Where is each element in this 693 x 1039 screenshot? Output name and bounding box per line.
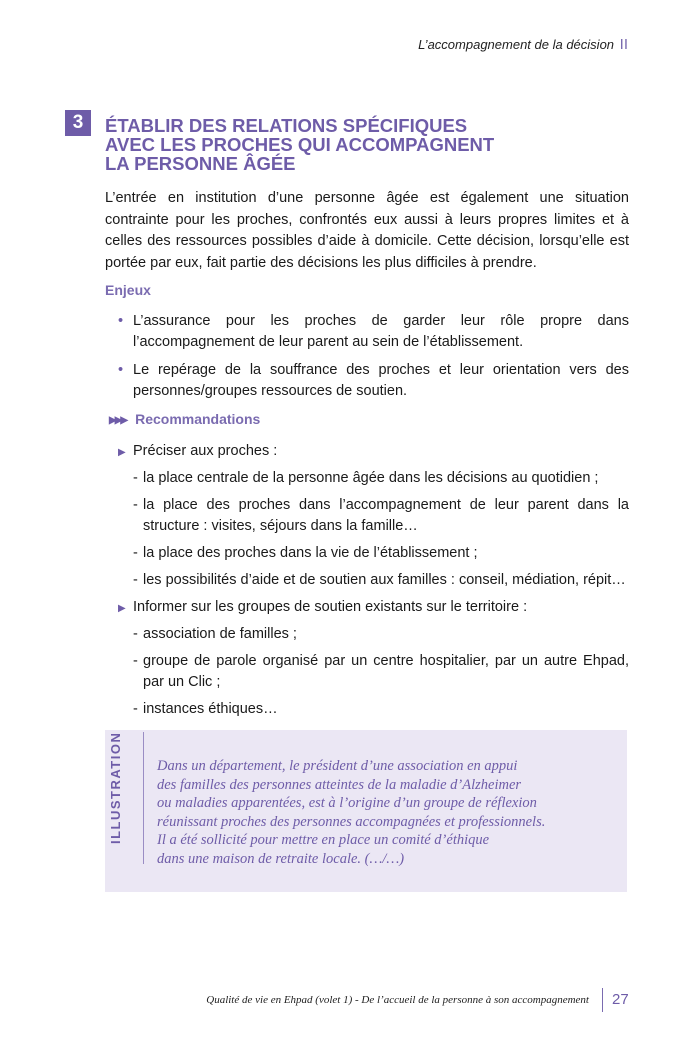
illustration-divider xyxy=(143,732,144,864)
running-header xyxy=(418,36,628,53)
list-item-text: Le repérage de la souffrance des proches et leur orientation vers des personnes/groupes ressources de soutien. xyxy=(133,362,629,399)
dash-marker: - xyxy=(133,653,138,669)
list-item-label: Informer sur les groupes de soutien existants sur le territoire : xyxy=(133,599,528,615)
illustration-line: dans une maison de retraite locale. (…/…) xyxy=(157,850,405,867)
sub-list-item xyxy=(133,624,629,645)
bullet-icon: • xyxy=(118,313,124,329)
triangle-right-icon: ▶ xyxy=(118,603,126,614)
recommandations-heading xyxy=(109,411,260,427)
footer-divider xyxy=(602,988,603,1012)
list-item xyxy=(118,597,629,720)
bullet-icon: • xyxy=(118,362,124,378)
enjeux-heading: Enjeux xyxy=(105,282,151,298)
sub-list-item-text: groupe de parole organisé par un centre hospitalier, par un autre Ehpad, par un Clic ; xyxy=(143,653,629,690)
list-item xyxy=(118,441,629,591)
illustration-line: des familles des personnes atteintes de la maladie d’Alzheimer xyxy=(157,776,522,793)
sub-list-item xyxy=(133,543,629,564)
sub-list-item-text: la place des proches dans l’accompagnement de leur parent dans la structure : visites, séjours dans la famille… xyxy=(143,497,629,534)
section-title xyxy=(105,116,625,173)
illustration-label: ILLUSTRATION xyxy=(108,731,123,844)
sub-list-item xyxy=(133,495,629,537)
sub-list-item xyxy=(133,570,629,591)
list-item xyxy=(118,311,629,353)
part-number: II xyxy=(619,36,628,53)
sub-list-item-text: les possibilités d’aide et de soutien aux familles : conseil, médiation, répit… xyxy=(143,572,626,588)
sub-list-item xyxy=(133,468,629,489)
dash-marker: - xyxy=(133,626,138,642)
illustration-line: ou maladies apparentées, est à l’origine d’un groupe de réflexion xyxy=(157,795,537,811)
illustration-label-column xyxy=(105,730,145,870)
sub-list-item-text: la place des proches dans la vie de l’établissement ; xyxy=(143,545,478,561)
dash-marker: - xyxy=(133,701,138,717)
page-number: 27 xyxy=(612,991,629,1008)
sub-list-item-text: la place centrale de la personne âgée dans les décisions au quotidien ; xyxy=(143,470,599,486)
section-title-line: LA PERSONNE ÂGÉE xyxy=(105,153,296,174)
sub-list-item-text: instances éthiques… xyxy=(143,701,278,717)
section-number-badge: 3 xyxy=(65,110,91,136)
list-item-label: Préciser aux proches : xyxy=(133,443,278,459)
dash-marker: - xyxy=(133,470,138,486)
section-title-line: ÉTABLIR DES RELATIONS SPÉCIFIQUES xyxy=(105,115,468,136)
illustration-line: Il a été sollicité pour mettre en place un comité d’éthique xyxy=(157,832,490,848)
running-title: L’accompagnement de la décision xyxy=(418,37,615,52)
enjeux-list xyxy=(118,311,629,409)
triple-arrow-icon: ▶▶▶ xyxy=(109,415,127,426)
illustration-box xyxy=(105,730,627,892)
recommandations-heading-text: Recommandations xyxy=(135,411,261,427)
illustration-line: réunissant proches des personnes accompagnées et professionnels. xyxy=(157,813,546,830)
illustration-text xyxy=(157,757,617,868)
sub-list-item-text: association de familles ; xyxy=(143,626,297,642)
recommandations-list xyxy=(118,441,629,726)
intro-paragraph: L’entrée en institution d’une personne âgée est également une situation contrainte pour les proches, confrontés eux aussi à leurs propres limites et à celles des ressources possibles d’aide à domicile. Cette décision, lorsqu’elle est portée par eux, fait partie des décisions les plus difficiles à prendre. xyxy=(105,190,629,271)
illustration-line: Dans un département, le président d’une association en appui xyxy=(157,758,518,774)
list-item xyxy=(118,360,629,402)
list-item-text: L’assurance pour les proches de garder leur rôle propre dans l’accompagnement de leur parent au sein de l’établissement. xyxy=(133,313,629,350)
sub-list-item xyxy=(133,651,629,693)
triangle-right-icon: ▶ xyxy=(118,447,126,458)
dash-marker: - xyxy=(133,545,138,561)
section-title-line: AVEC LES PROCHES QUI ACCOMPAGNENT xyxy=(105,134,495,155)
dash-marker: - xyxy=(133,497,138,513)
sub-list xyxy=(133,468,629,591)
dash-marker: - xyxy=(133,572,138,588)
sub-list-item xyxy=(133,699,629,720)
sub-list xyxy=(133,624,629,720)
footer-publication: Qualité de vie en Ehpad (volet 1) - De l’accueil de la personne à son accompagnement xyxy=(206,994,589,1006)
